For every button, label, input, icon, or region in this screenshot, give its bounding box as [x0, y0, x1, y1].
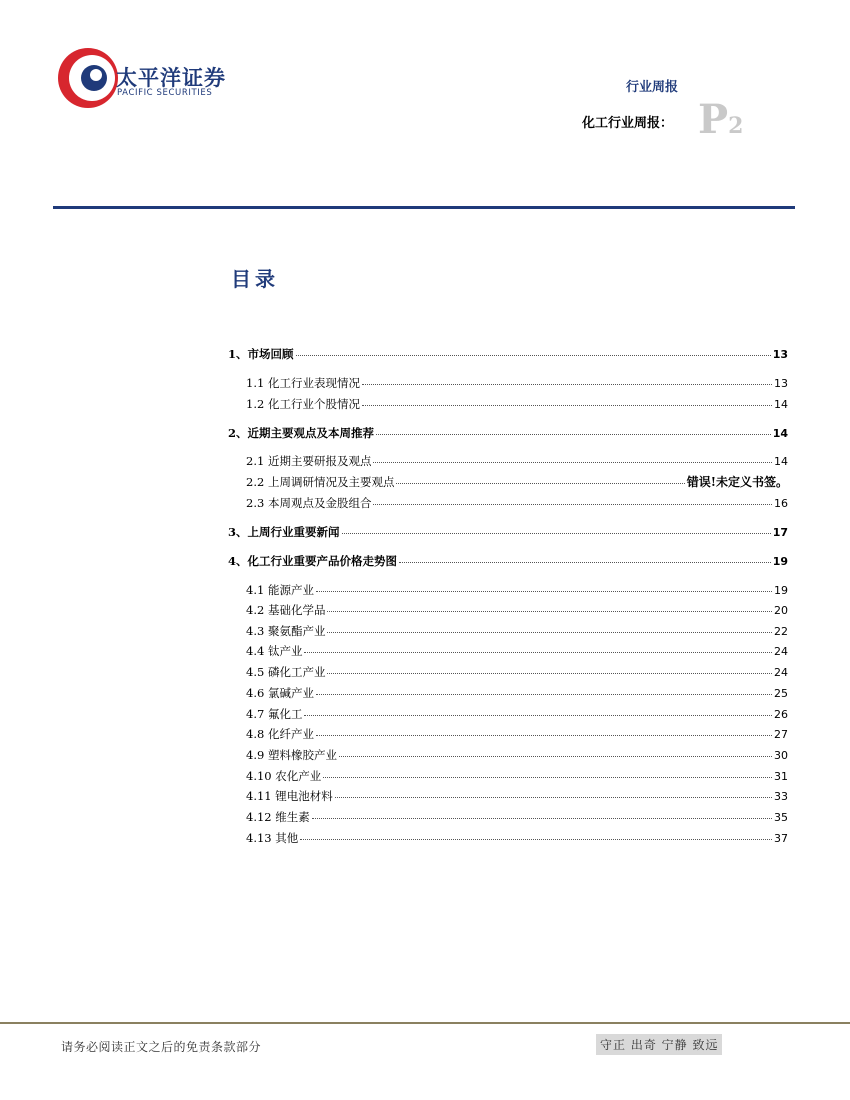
- toc-entry-page: 33: [774, 790, 788, 803]
- toc-entry[interactable]: [246, 706, 788, 722]
- toc-leader-dots: [362, 405, 772, 406]
- toc-entry[interactable]: [228, 346, 788, 362]
- toc-leader-dots: [373, 462, 772, 463]
- toc-leader-dots: [327, 632, 772, 633]
- logo-emblem-icon: [58, 42, 118, 114]
- toc-entry-page: 13: [772, 348, 788, 361]
- toc-entry-label: 4.1 能源产业: [246, 583, 314, 597]
- toc-entry-page: 17: [772, 526, 788, 539]
- disclaimer-note: 请务必阅读正文之后的免责条款部分: [61, 1040, 262, 1054]
- toc-entry-page: 27: [774, 728, 788, 741]
- toc-entry-label: 2.1 近期主要研报及观点: [246, 454, 372, 468]
- toc-leader-dots: [327, 611, 772, 612]
- toc-entry-label: 4.13 其他: [246, 831, 299, 845]
- toc-entry-label: 4.5 磷化工产业: [246, 665, 326, 679]
- toc-entry-label: 4.8 化纤产业: [246, 727, 314, 741]
- toc-leader-dots: [316, 735, 772, 736]
- report-subtitle: 化工行业周报：: [582, 116, 674, 131]
- toc-entry[interactable]: [246, 623, 788, 639]
- toc-entry[interactable]: [246, 830, 788, 846]
- toc-leader-dots: [339, 756, 772, 757]
- toc-leader-dots: [312, 818, 772, 819]
- logo-chinese-name: 太平洋证券: [116, 66, 226, 90]
- toc-entry[interactable]: [246, 664, 788, 680]
- toc-entry[interactable]: [246, 768, 788, 784]
- toc-entry-label: 4、化工行业重要产品价格走势图: [228, 554, 397, 568]
- toc-entry-label: 2.2 上周调研情况及主要观点: [246, 475, 395, 489]
- toc-entry[interactable]: [246, 788, 788, 804]
- toc-entry-label: 4.11 锂电池材料: [246, 789, 333, 803]
- toc-entry-page: 13: [774, 377, 788, 390]
- toc-entry-label: 3、上周行业重要新闻: [228, 525, 340, 539]
- toc-title: 目录: [231, 267, 279, 291]
- toc-entry[interactable]: [228, 425, 788, 441]
- toc-entry-page: 16: [774, 497, 788, 510]
- header-divider: [53, 206, 795, 209]
- toc-entry-page: 14: [772, 427, 788, 440]
- toc-entry[interactable]: [246, 396, 788, 412]
- toc-entry-page: 31: [774, 770, 788, 783]
- toc-leader-dots: [362, 384, 772, 385]
- toc-entry-page: 37: [774, 832, 788, 845]
- toc-leader-dots: [373, 504, 772, 505]
- toc-entry-label: 4.2 基础化学品: [246, 603, 326, 617]
- page-prefix: P: [698, 96, 729, 143]
- report-type: 行业周报: [626, 80, 679, 95]
- toc-leader-dots: [304, 652, 772, 653]
- toc-entry-label: 4.6 氯碱产业: [246, 686, 314, 700]
- toc-entry[interactable]: [246, 582, 788, 598]
- toc-leader-dots: [296, 355, 771, 356]
- toc-entry[interactable]: [228, 553, 788, 569]
- toc-entry[interactable]: [246, 453, 788, 469]
- toc-leader-dots: [323, 777, 772, 778]
- company-logo: [58, 42, 258, 114]
- toc-entry-label: 4.12 维生素: [246, 810, 310, 824]
- toc-leader-dots: [376, 434, 771, 435]
- toc-entry-page: 35: [774, 811, 788, 824]
- toc-entry-label: 2、近期主要观点及本周推荐: [228, 426, 375, 440]
- toc-entry[interactable]: [246, 747, 788, 763]
- toc-entry-label: 2.3 本周观点及金股组合: [246, 496, 372, 510]
- page-number: [698, 96, 744, 143]
- toc-entry-label: 4.9 塑料橡胶产业: [246, 748, 337, 762]
- toc-entry-page: 14: [774, 455, 788, 468]
- company-motto: 守正 出奇 宁静 致远: [596, 1034, 722, 1055]
- toc-entry-label: 4.3 聚氨酯产业: [246, 624, 326, 638]
- footer-divider: [0, 1022, 850, 1024]
- logo-english-name: PACIFIC SECURITIES: [117, 88, 213, 98]
- toc-entry[interactable]: [246, 602, 788, 618]
- toc-entry-label: 4.4 钛产业: [246, 644, 303, 658]
- toc-entry[interactable]: [228, 524, 788, 540]
- toc-entry-page: 错误!未定义书签。: [686, 475, 788, 489]
- toc-leader-dots: [342, 533, 771, 534]
- toc-entry[interactable]: [246, 809, 788, 825]
- toc-entry-page: 22: [774, 625, 788, 638]
- toc-entry-label: 1、市场回顾: [228, 347, 294, 361]
- toc-entry-label: 4.7 氟化工: [246, 707, 303, 721]
- toc-leader-dots: [396, 483, 684, 484]
- toc-entry-page: 20: [774, 604, 788, 617]
- toc-leader-dots: [399, 562, 771, 563]
- toc-entry[interactable]: [246, 643, 788, 659]
- toc-leader-dots: [316, 591, 772, 592]
- toc-leader-dots: [304, 715, 772, 716]
- toc-entry-page: 25: [774, 687, 788, 700]
- toc-entry-page: 24: [774, 666, 788, 679]
- toc-entry[interactable]: [246, 685, 788, 701]
- toc-entry[interactable]: [246, 726, 788, 742]
- toc-entry-label: 1.1 化工行业表现情况: [246, 376, 360, 390]
- toc-entry-page: 14: [774, 398, 788, 411]
- page-number-value: 2: [728, 113, 744, 139]
- toc-leader-dots: [300, 839, 772, 840]
- toc-entry-page: 19: [774, 584, 788, 597]
- toc-entry-page: 30: [774, 749, 788, 762]
- toc-leader-dots: [327, 673, 772, 674]
- toc-entry-page: 24: [774, 645, 788, 658]
- toc-leader-dots: [335, 797, 772, 798]
- toc-entry[interactable]: [246, 473, 788, 490]
- toc-entry-label: 4.10 农化产业: [246, 769, 322, 783]
- toc-leader-dots: [316, 694, 772, 695]
- toc-entry[interactable]: [246, 375, 788, 391]
- toc-entry-page: 19: [772, 555, 788, 568]
- toc-entry[interactable]: [246, 495, 788, 511]
- toc-entry-label: 1.2 化工行业个股情况: [246, 397, 360, 411]
- toc-entry-page: 26: [774, 708, 788, 721]
